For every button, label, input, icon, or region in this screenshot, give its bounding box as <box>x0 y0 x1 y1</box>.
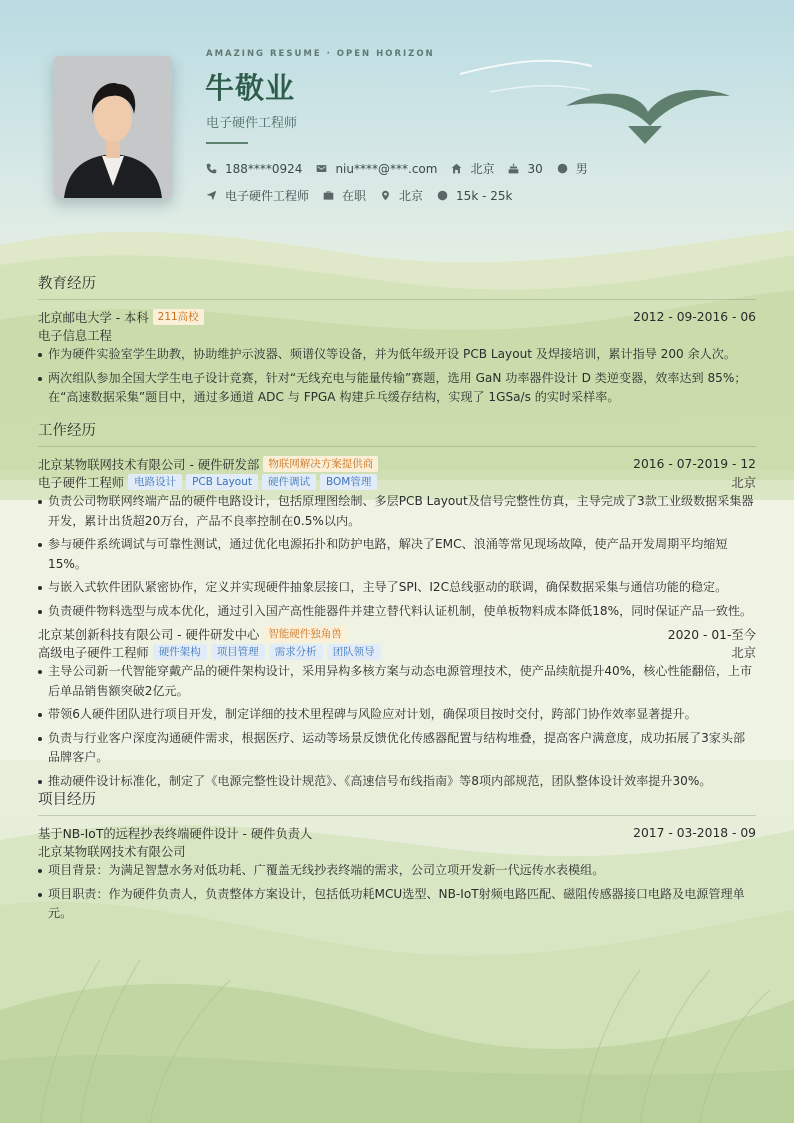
skill-tag: 团队领导 <box>327 644 381 660</box>
profile-photo <box>54 56 172 198</box>
age-text: 30 <box>527 161 543 176</box>
gender-icon <box>557 163 568 174</box>
project-org: 北京某物联网技术有限公司 <box>38 845 186 859</box>
work-bullets <box>38 662 756 791</box>
skill-tag: 需求分析 <box>269 644 323 660</box>
list-item: 参与硬件系统调试与可靠性测试，通过优化电源拓扑和防护电路，解决了EMC、浪涌等常见现场故障，使产品开发周期平均缩短15%。 <box>38 535 756 574</box>
skill-tag: BOM管理 <box>320 474 377 490</box>
skill-tag: PCB Layout <box>186 474 258 490</box>
briefcase-icon <box>323 190 334 201</box>
work-city: 北京 <box>731 476 756 490</box>
skill-tag: 项目管理 <box>211 644 265 660</box>
list-item: 主导公司新一代智能穿戴产品的硬件架构设计，采用异构多核方案与动态电源管理技术，使产品续航提升40%，核心性能翻倍，上市后单品销售额突破2亿元。 <box>38 662 756 701</box>
work-date: 2016 - 07-2019 - 12 <box>633 457 756 471</box>
company-name: 北京某物联网技术有限公司 - 硬件研发部 <box>38 458 260 472</box>
work-city: 北京 <box>731 646 756 660</box>
work-bullets <box>38 492 756 621</box>
job-intent-row <box>206 187 526 204</box>
project-bullets <box>38 861 756 924</box>
status-info <box>323 187 366 204</box>
list-item: 项目职责：作为硬件负责人，负责整体方案设计，包括低功耗MCU选型、NB-IoT射频电路匹配、磁阻传感器接口电路及电源管理单元。 <box>38 885 756 924</box>
work-position: 高级电子硬件工程师 <box>38 646 149 660</box>
location-icon <box>380 190 391 201</box>
phone-info <box>206 162 302 176</box>
intent-position-text: 电子硬件工程师 <box>225 189 310 203</box>
work-date: 2020 - 01-至今 <box>667 628 756 642</box>
phone-icon <box>206 163 217 174</box>
mail-icon <box>316 163 327 174</box>
project-date: 2017 - 03-2018 - 09 <box>633 826 756 840</box>
list-item: 负责与行业客户深度沟通硬件需求，根据医疗、运动等场景反馈优化传感器配置与结构堆叠，提高客户满意度，成功拓展了3家头部品牌客户。 <box>38 729 756 768</box>
education-major: 电子信息工程 <box>38 329 112 343</box>
school-badge: 211高校 <box>153 309 204 325</box>
company-name: 北京某创新科技有限公司 - 硬件研发中心 <box>38 628 260 642</box>
work-entry <box>38 625 756 791</box>
skill-tag: 电路设计 <box>128 474 182 490</box>
home-info <box>451 160 494 177</box>
list-item: 推动硬件设计标准化，制定了《电源完整性设计规范》、《高速信号布线指南》等8项内部规范，团队整体设计效率提升30%。 <box>38 772 756 792</box>
candidate-role: 电子硬件工程师 <box>206 116 298 131</box>
salary-info <box>437 189 512 203</box>
gender-text: 男 <box>575 162 588 176</box>
project-entry <box>38 824 756 924</box>
list-item: 与嵌入式软件团队紧密协作，定义并实现硬件抽象层接口，主导了SPI、I2C总线驱动的联调，确保数据采集与通信功能的稳定。 <box>38 578 756 598</box>
salary-icon <box>437 190 448 201</box>
list-item: 作为硬件实验室学生助教，协助维护示波器、频谱仪等设备，并为低年级开设 PCB Layout 及焊接培训，累计指导 200 余人次。 <box>38 345 756 365</box>
gender-info <box>557 160 588 177</box>
home-icon <box>451 163 462 174</box>
project-name: 基于NB-IoT的远程抄表终端硬件设计 - 硬件负责人 <box>38 827 313 841</box>
candidate-name: 牛敬业 <box>205 71 296 105</box>
work-entry <box>38 455 756 621</box>
location-text: 北京 <box>399 189 424 203</box>
contact-info-row <box>206 160 602 177</box>
project-title: 项目经历 <box>38 788 756 816</box>
skill-tag: 硬件调试 <box>262 474 316 490</box>
skill-tag: 硬件架构 <box>153 644 207 660</box>
company-badge: 智能硬件独角兽 <box>263 626 347 642</box>
intent-position-info <box>206 187 309 204</box>
education-entry <box>38 308 756 408</box>
email-info <box>316 162 437 176</box>
list-item: 负责公司物联网终端产品的硬件电路设计，包括原理图绘制、多层PCB Layout及信号完整性仿真，主导完成了3款工业级数据采集器开发，累计出货超20万台，产品不良率控制在0.5%以内。 <box>38 492 756 531</box>
cake-icon <box>508 163 519 174</box>
project-section <box>38 788 756 928</box>
education-bullets <box>38 345 756 408</box>
salary-text: 15k - 25k <box>456 188 513 203</box>
home-text: 北京 <box>470 162 495 176</box>
list-item: 带领6人硬件团队进行项目开发，制定详细的技术里程碑与风险应对计划，确保项目按时交付，跨部门协作效率显著提升。 <box>38 705 756 725</box>
education-section <box>38 272 756 412</box>
title-divider <box>206 142 248 144</box>
phone-text: 188****0924 <box>225 161 303 176</box>
age-info <box>508 162 542 176</box>
education-date: 2012 - 09-2016 - 06 <box>633 310 756 324</box>
list-item: 项目背景：为满足智慧水务对低功耗、广覆盖无线抄表终端的需求，公司立项开发新一代远传水表模组。 <box>38 861 756 881</box>
resume-tagline: AMAZING RESUME · OPEN HORIZON <box>206 49 435 59</box>
work-section <box>38 419 756 795</box>
list-item: 负责硬件物料选型与成本优化，通过引入国产高性能器件并建立替代料认证机制，使单板物料成本降低18%，同时保证产品一致性。 <box>38 602 756 622</box>
work-position: 电子硬件工程师 <box>38 476 125 490</box>
education-title: 教育经历 <box>38 272 756 300</box>
school-name: 北京邮电大学 - 本科 <box>38 311 149 325</box>
company-badge: 物联网解决方案提供商 <box>263 456 378 472</box>
work-title: 工作经历 <box>38 419 756 447</box>
list-item: 两次组队参加全国大学生电子设计竞赛，针对“无线充电与能量传输”赛题，选用 GaN 功率器件设计 D 类逆变器，效率达到 85%；在“高速数据采集”题目中，通过多通道 ADC 与 FPGA 构建乒乓缓存结构，实现了 1GSa/s 的实时采样率。 <box>38 369 756 408</box>
send-icon <box>206 190 217 201</box>
location-info <box>380 187 423 204</box>
status-text: 在职 <box>342 189 367 203</box>
avatar <box>54 56 172 198</box>
email-text: niu****@***.com <box>335 161 438 176</box>
